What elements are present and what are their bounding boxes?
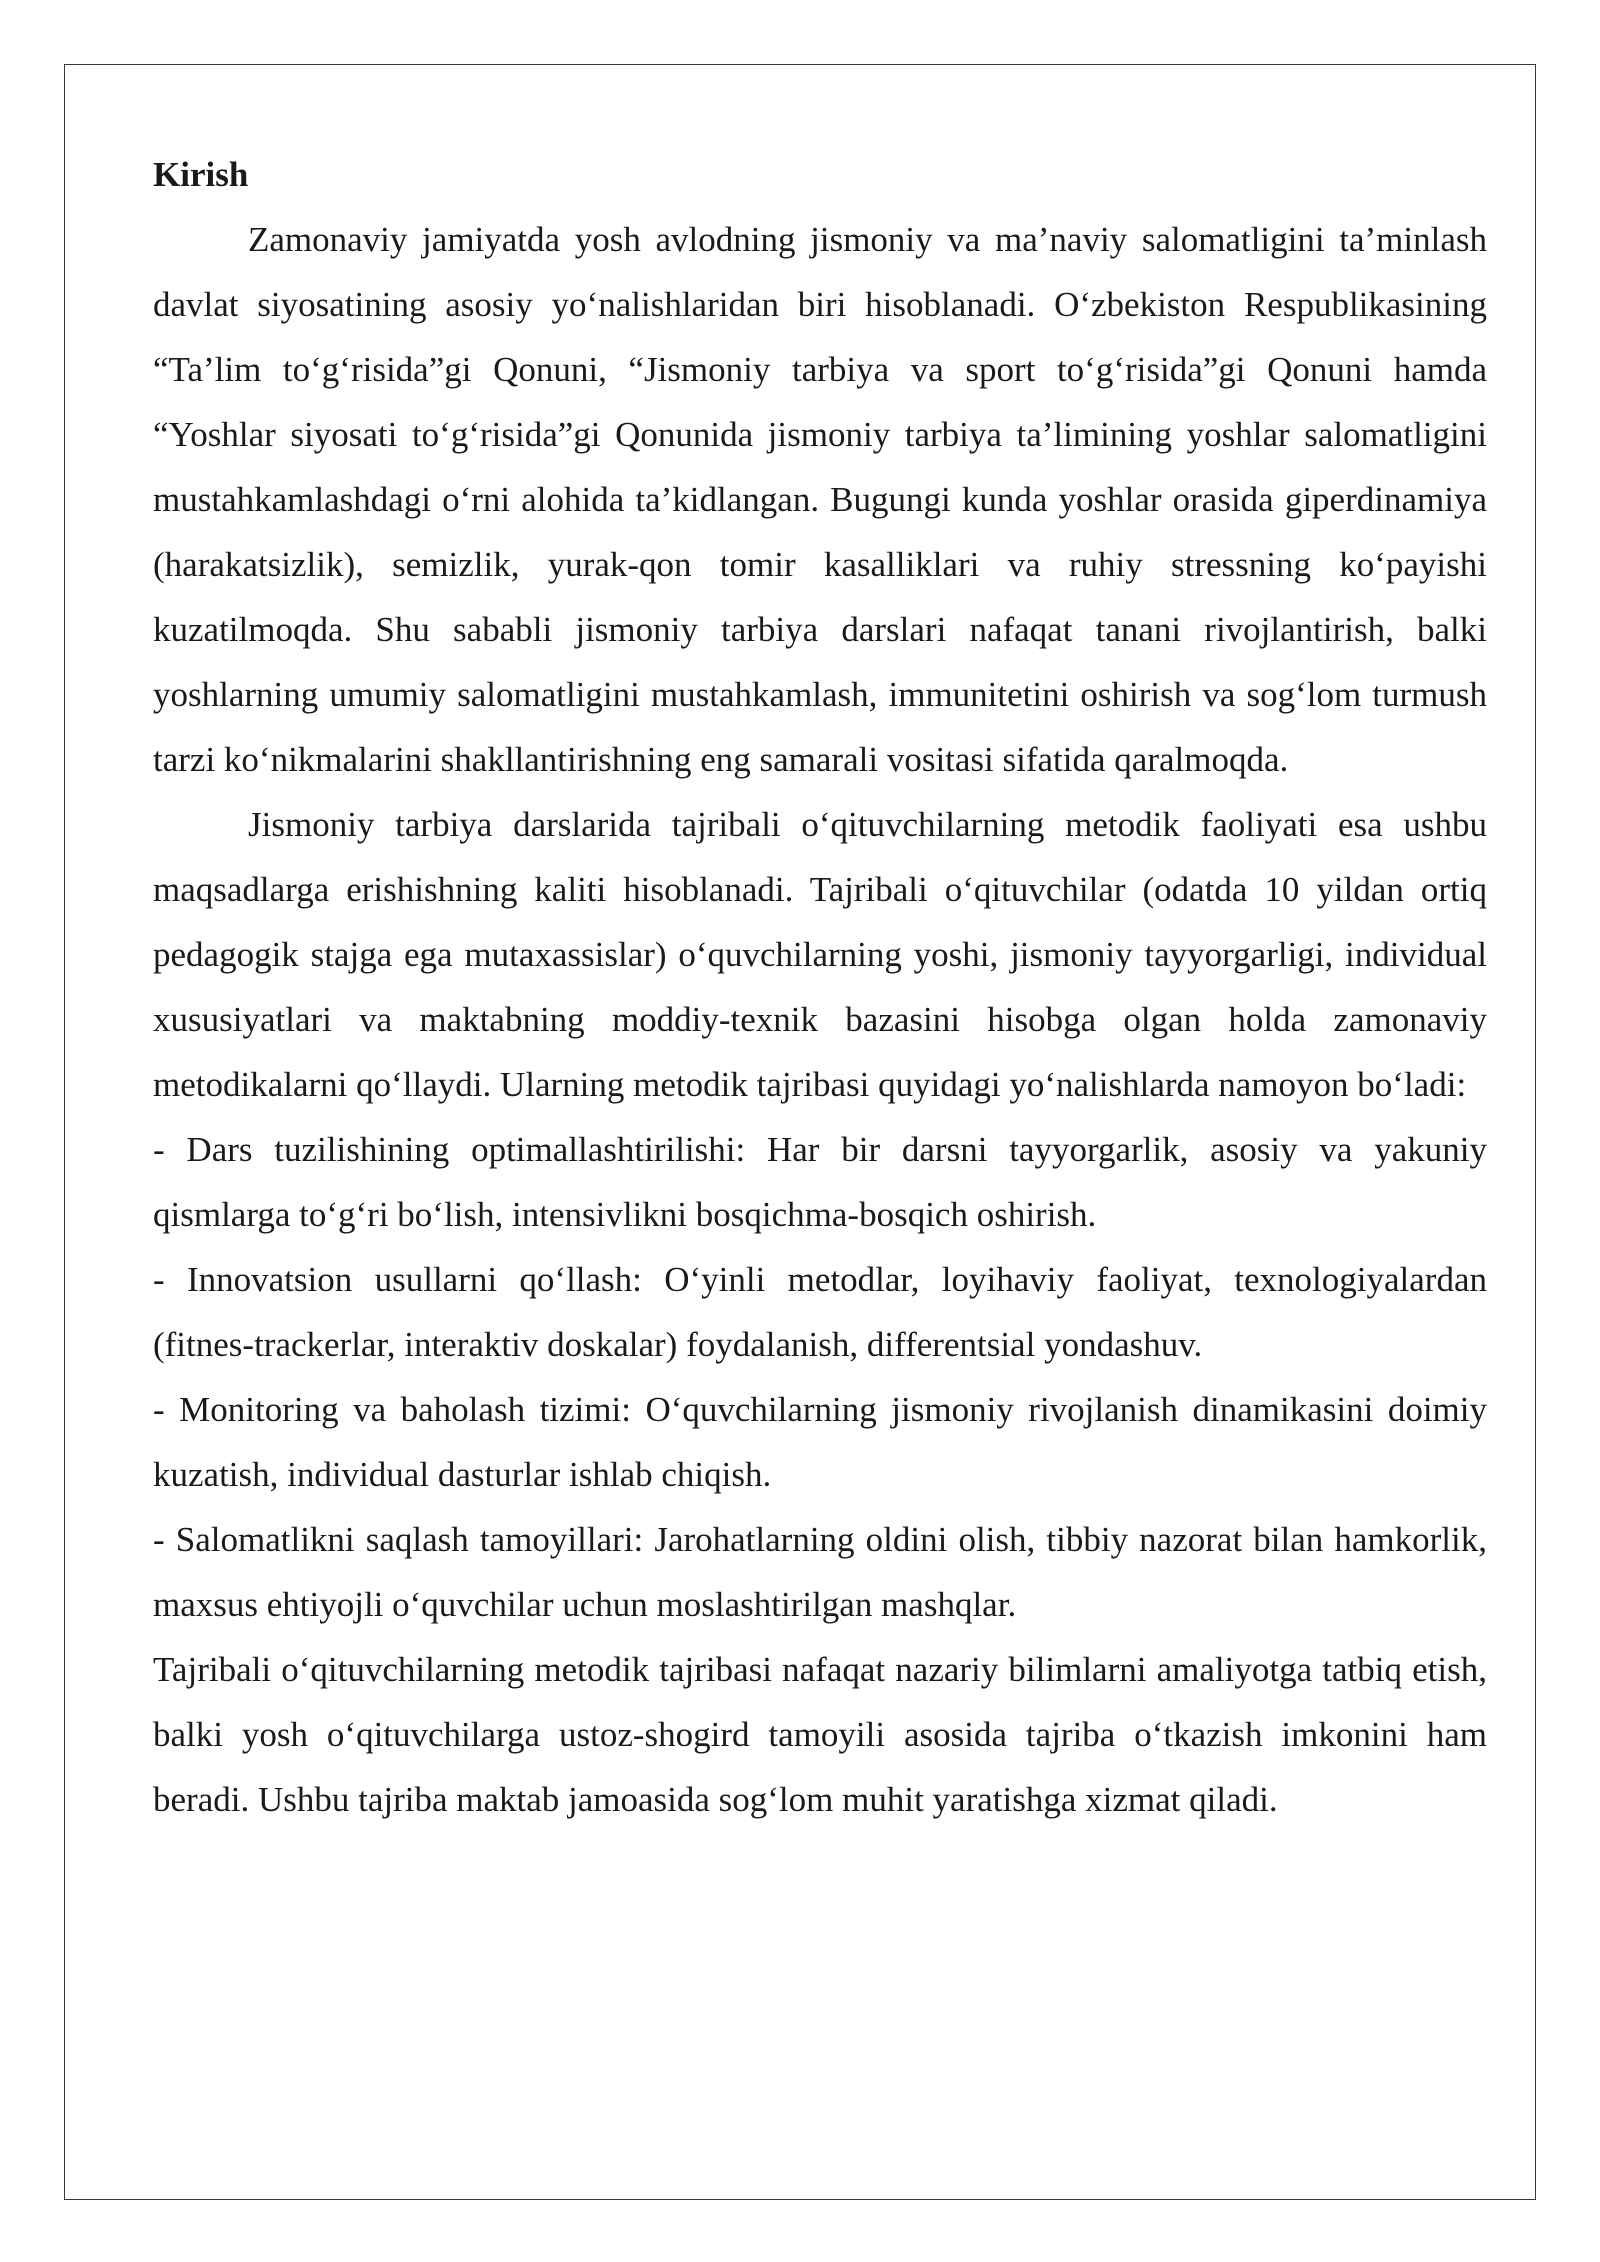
intro-paragraph-1: Zamonaviy jamiyatda yosh avlodning jismoniy va ma’naviy salomatligini ta’minlash davlat siyosatining asosiy yo‘nalishlaridan biri hisoblanadi. O‘zbekiston Respublikasining “Ta’lim to‘g‘risida”gi Qonuni, “Jismoniy tarbiya va sport to‘g‘risida”gi Qonuni hamda “Yoshlar siyosati to‘g‘risida”gi Qonunida jismoniy tarbiya ta’limining yoshlar salomatligini mustahkamlashdagi o‘rni alohida ta’kidlangan. Bugungi kunda yoshlar orasida giperdinamiya (harakatsizlik), semizlik, yurak-qon tomir kasalliklari va ruhiy stressning ko‘payishi kuzatilmoqda. Shu sababli jismoniy tarbiya darslari nafaqat tanani rivojlantirish, balki yoshlarning umumiy salomatligini mustahkamlash, immunitetini oshirish va sog‘lom turmush tarzi ko‘nikmalarini shakllantirishning eng samarali vositasi sifatida qaralmoqda. — [153, 220, 1487, 779]
list-item-lesson-structure: - Dars tuzilishining optimallashtirilishi: Har bir darsni tayyorgarlik, asosiy va yakuniy qismlarga to‘g‘ri bo‘lish, intensivlikni bosqichma-bosqich oshirish. — [153, 1130, 1487, 1234]
section-heading: Kirish — [153, 155, 249, 194]
list-item-innovative-methods: - Innovatsion usullarni qo‘llash: O‘yinli metodlar, loyihaviy faoliyat, texnologiyalardan (fitnes-trackerlar, interaktiv doskalar) foydalanish, differentsial yondashuv. — [153, 1260, 1487, 1364]
document-body — [153, 142, 1487, 1832]
list-item-monitoring: - Monitoring va baholash tizimi: O‘quvchilarning jismoniy rivojlanish dinamikasini doimiy kuzatish, individual dasturlar ishlab chiqish. — [153, 1390, 1487, 1494]
closing-paragraph: Tajribali o‘qituvchilarning metodik tajribasi nafaqat nazariy bilimlarni amaliyotga tatbiq etish, balki yosh o‘qituvchilarga ustoz-shogird tamoyili asosida tajriba o‘tkazish imkonini ham beradi. Ushbu tajriba maktab jamoasida sog‘lom muhit yaratishga xizmat qiladi. — [153, 1650, 1487, 1819]
list-item-health-principles: - Salomatlikni saqlash tamoyillari: Jarohatlarning oldini olish, tibbiy nazorat bilan hamkorlik, maxsus ehtiyojli o‘quvchilar uchun moslashtirilgan mashqlar. — [153, 1520, 1487, 1624]
intro-paragraph-2: Jismoniy tarbiya darslarida tajribali o‘qituvchilarning metodik faoliyati esa ushbu maqsadlarga erishishning kaliti hisoblanadi. Tajribali o‘qituvchilar (odatda 10 yildan ortiq pedagogik stajga ega mutaxassislar) o‘quvchilarning yoshi, jismoniy tayyorgarligi, individual xususiyatlari va maktabning moddiy-texnik bazasini hisobga olgan holda zamonaviy metodikalarni qo‘llaydi. Ularning metodik tajribasi quyidagi yo‘nalishlarda namoyon bo‘ladi: — [153, 805, 1487, 1104]
